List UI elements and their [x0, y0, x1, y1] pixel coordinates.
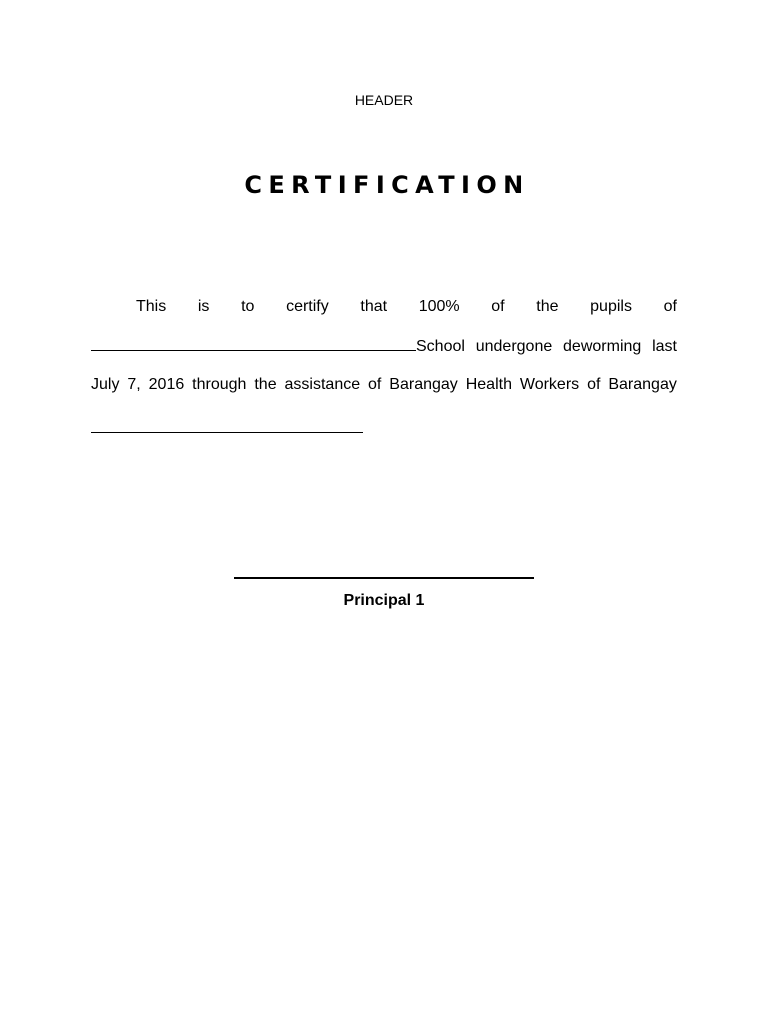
- signature-line: [234, 577, 534, 579]
- body-word: of: [587, 376, 601, 393]
- body-word: of: [368, 376, 382, 393]
- body-line-2-text: [416, 337, 677, 357]
- body-word: last: [652, 338, 677, 355]
- body-word: the: [536, 298, 559, 315]
- body-word: through: [192, 376, 247, 393]
- body-line-2: [91, 336, 677, 357]
- document-header: HEADER: [354, 92, 414, 108]
- signatory-name: Principal 1: [343, 592, 425, 609]
- body-word: of: [491, 298, 505, 315]
- body-word: July: [91, 376, 120, 393]
- body-word: pupils: [590, 298, 632, 315]
- body-word: is: [197, 298, 210, 315]
- body-word: This: [136, 298, 167, 315]
- body-word: Workers: [519, 376, 580, 393]
- body-word: that: [360, 298, 388, 315]
- document-title: CERTIFICATION: [244, 171, 530, 199]
- body-word: Barangay: [608, 376, 677, 393]
- body-word: certify: [286, 298, 329, 315]
- body-word: of: [663, 298, 677, 315]
- body-word: 100%: [418, 298, 460, 315]
- body-word: deworming: [563, 338, 642, 355]
- body-line-4: [91, 414, 677, 433]
- body-word: School: [416, 338, 465, 355]
- body-word: Barangay: [389, 376, 458, 393]
- body-line-3: [91, 375, 677, 395]
- body-word: 2016: [148, 376, 185, 393]
- body-word: 7,: [127, 376, 141, 393]
- barangay-name-blank: [91, 414, 363, 433]
- body-word: assistance: [284, 376, 361, 393]
- body-word: Health: [465, 376, 512, 393]
- school-name-blank: [91, 336, 416, 351]
- body-word: undergone: [475, 338, 553, 355]
- body-line-1: [91, 297, 677, 317]
- body-word: to: [241, 298, 255, 315]
- body-word: the: [254, 376, 277, 393]
